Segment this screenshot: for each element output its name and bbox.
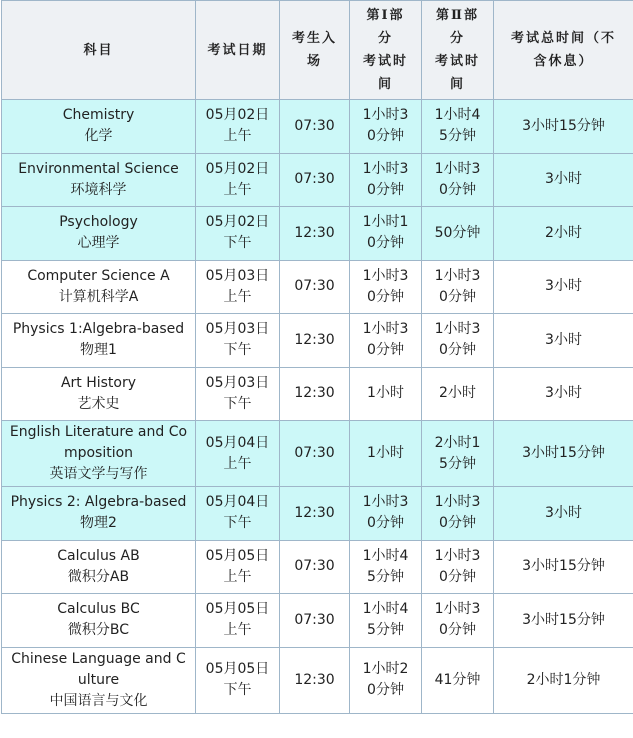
- table-row: [2, 207, 633, 261]
- entry-cell: 07:30: [280, 594, 350, 648]
- part1-cell: 1小时: [350, 421, 422, 487]
- entry-cell: 12:30: [280, 367, 350, 421]
- subject-cell: Chinese Language and C ulture 中国语言与文化: [2, 647, 196, 713]
- table-row: [2, 647, 633, 713]
- part1-cell: 1小时3 0分钟: [350, 314, 422, 368]
- date-cell: 05月03日 上午: [196, 260, 280, 314]
- header-date: 考试日期: [196, 1, 280, 100]
- date-cell: 05月02日 下午: [196, 207, 280, 261]
- part2-cell: 1小时3 0分钟: [422, 540, 494, 594]
- subject-cell: Calculus BC 微积分BC: [2, 594, 196, 648]
- header-subject: 科目: [2, 1, 196, 100]
- part2-cell: 2小时1 5分钟: [422, 421, 494, 487]
- table-row: [2, 421, 633, 487]
- part1-cell: 1小时: [350, 367, 422, 421]
- part2-cell: 41分钟: [422, 647, 494, 713]
- date-cell: 05月03日 下午: [196, 367, 280, 421]
- date-cell: 05月05日 上午: [196, 594, 280, 648]
- subject-cell: Environmental Science 环境科学: [2, 153, 196, 207]
- total-cell: 3小时: [494, 314, 633, 368]
- entry-cell: 07:30: [280, 153, 350, 207]
- subject-cell: Art History 艺术史: [2, 367, 196, 421]
- subject-cell: Computer Science A 计算机科学A: [2, 260, 196, 314]
- header-row: [2, 1, 633, 100]
- header-total: 考试总时间（不 含休息）: [494, 1, 633, 100]
- total-cell: 3小时: [494, 487, 633, 541]
- table-row: [2, 594, 633, 648]
- part2-cell: 1小时3 0分钟: [422, 260, 494, 314]
- total-cell: 2小时: [494, 207, 633, 261]
- part1-cell: 1小时4 5分钟: [350, 594, 422, 648]
- subject-cell: Calculus AB 微积分AB: [2, 540, 196, 594]
- part1-cell: 1小时1 0分钟: [350, 207, 422, 261]
- table-row: [2, 367, 633, 421]
- total-cell: 3小时: [494, 367, 633, 421]
- table-row: [2, 314, 633, 368]
- header-part2: 第Ⅱ部 分 考试时 间: [422, 1, 494, 100]
- date-cell: 05月02日 上午: [196, 153, 280, 207]
- table-row: [2, 260, 633, 314]
- date-cell: 05月04日 上午: [196, 421, 280, 487]
- table-row: [2, 487, 633, 541]
- total-cell: 3小时: [494, 260, 633, 314]
- total-cell: 3小时15分钟: [494, 100, 633, 154]
- subject-cell: Psychology 心理学: [2, 207, 196, 261]
- total-cell: 3小时15分钟: [494, 421, 633, 487]
- header-part1: 第Ⅰ部 分 考试时 间: [350, 1, 422, 100]
- date-cell: 05月02日 上午: [196, 100, 280, 154]
- subject-cell: English Literature and Co mposition 英语文学与写作: [2, 421, 196, 487]
- subject-cell: Chemistry 化学: [2, 100, 196, 154]
- part2-cell: 2小时: [422, 367, 494, 421]
- part1-cell: 1小时2 0分钟: [350, 647, 422, 713]
- entry-cell: 07:30: [280, 100, 350, 154]
- total-cell: 3小时15分钟: [494, 594, 633, 648]
- entry-cell: 12:30: [280, 314, 350, 368]
- part1-cell: 1小时3 0分钟: [350, 487, 422, 541]
- table-row: [2, 540, 633, 594]
- part1-cell: 1小时3 0分钟: [350, 260, 422, 314]
- part2-cell: 1小时3 0分钟: [422, 314, 494, 368]
- entry-cell: 12:30: [280, 487, 350, 541]
- table-row: [2, 153, 633, 207]
- total-cell: 3小时15分钟: [494, 540, 633, 594]
- exam-schedule-table: [1, 0, 633, 714]
- table-row: [2, 100, 633, 154]
- date-cell: 05月05日 下午: [196, 647, 280, 713]
- total-cell: 2小时1分钟: [494, 647, 633, 713]
- part1-cell: 1小时3 0分钟: [350, 153, 422, 207]
- part2-cell: 1小时3 0分钟: [422, 594, 494, 648]
- entry-cell: 07:30: [280, 260, 350, 314]
- part1-cell: 1小时4 5分钟: [350, 540, 422, 594]
- entry-cell: 12:30: [280, 207, 350, 261]
- entry-cell: 07:30: [280, 421, 350, 487]
- total-cell: 3小时: [494, 153, 633, 207]
- header-entry: 考生入 场: [280, 1, 350, 100]
- entry-cell: 12:30: [280, 647, 350, 713]
- part2-cell: 1小时3 0分钟: [422, 153, 494, 207]
- subject-cell: Physics 1:Algebra-based 物理1: [2, 314, 196, 368]
- part2-cell: 1小时4 5分钟: [422, 100, 494, 154]
- subject-cell: Physics 2: Algebra-based 物理2: [2, 487, 196, 541]
- part2-cell: 50分钟: [422, 207, 494, 261]
- date-cell: 05月03日 下午: [196, 314, 280, 368]
- entry-cell: 07:30: [280, 540, 350, 594]
- date-cell: 05月05日 上午: [196, 540, 280, 594]
- date-cell: 05月04日 下午: [196, 487, 280, 541]
- part2-cell: 1小时3 0分钟: [422, 487, 494, 541]
- part1-cell: 1小时3 0分钟: [350, 100, 422, 154]
